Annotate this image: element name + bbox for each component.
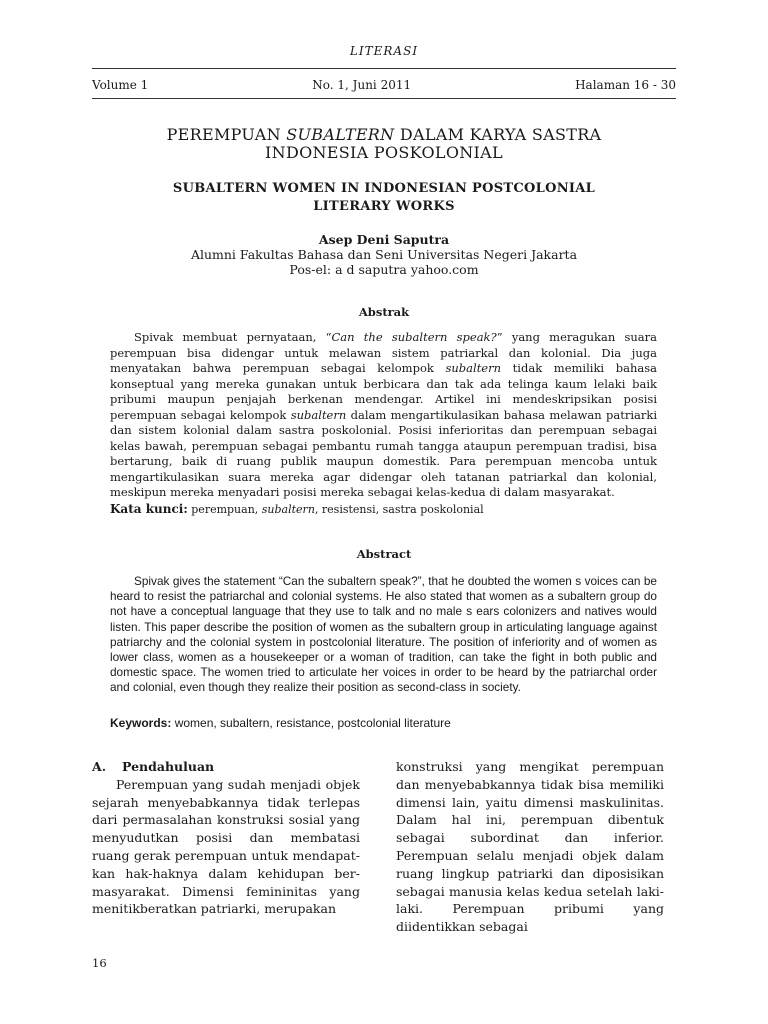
section-heading xyxy=(92,758,360,776)
body-column-right xyxy=(396,758,664,936)
title-text-italic: SUBALTERN xyxy=(286,125,395,144)
abstrak-term-1: subaltern xyxy=(445,361,502,375)
article-title xyxy=(110,126,658,162)
kata-kunci-text-2: , resistensi, sastra poskolonial xyxy=(314,503,484,516)
author-email: Pos-el: a d saputra yahoo.com xyxy=(289,262,479,277)
keywords-label: Keywords: xyxy=(110,716,172,730)
author-block xyxy=(110,232,658,277)
kata-kunci-label: Kata kunci: xyxy=(110,502,188,516)
section-title: Pendahuluan xyxy=(122,759,215,774)
kata-kunci xyxy=(110,502,657,516)
keywords-text: women, subaltern, resistance, postcolonial literature xyxy=(171,716,451,730)
header-rule-top xyxy=(92,68,676,69)
volume-label: Volume 1 xyxy=(92,78,149,92)
page-number: 16 xyxy=(92,956,107,970)
body-paragraph-right: konstruksi yang mengikat perempuan dan menyebabkannya tidak bisa memiliki dimensi lain, yaitu dimensi maskulinitas. Dalam hal ini, perempuan dibentuk sebagai subordinat dan inferior. Perempuan selalu menjadi objek dalam ruang lingkup patriarki dan diposisikan sebagai manusia kelas kedua setelah laki-laki. Perempuan pribumi yang diidentikkan sebagai xyxy=(396,759,664,935)
abstrak-body xyxy=(110,330,657,501)
abstract-heading: Abstract xyxy=(356,547,412,561)
kata-kunci-term: subaltern xyxy=(261,503,315,516)
abstrak-heading: Abstrak xyxy=(358,305,410,319)
abstrak-quote: Can the subaltern speak? xyxy=(331,330,497,344)
kata-kunci-text-1: perempuan, xyxy=(187,503,262,516)
abstrak-text-1: Spivak membuat pernyataan, “ xyxy=(134,330,332,344)
title-text-pre: PEREMPUAN xyxy=(166,125,287,144)
section-number: A. xyxy=(92,759,107,774)
abstrak-text-3: tidak memiliki bahasa konseptual yang mereka gunakan untuk berbicara dan tak ada telinga kaum lelaki baik pribumi maupun penjajah berkenan mendengar. Artikel ini mendeskripsikan posisi perempuan sebagai kelompok xyxy=(110,361,657,422)
author-name: Asep Deni Saputra xyxy=(318,232,450,247)
abstrak-text-2: ” yang meragukan suara perempuan bisa didengar untuk melawan sistem patriarkal dan kolonial. Dia juga menyatakan bahwa perempuan sebagai kelompok xyxy=(110,330,657,375)
article-subtitle xyxy=(110,180,658,216)
subtitle-line1: SUBALTERN WOMEN IN INDONESIAN POSTCOLONIAL xyxy=(172,181,596,196)
title-text-post: DALAM KARYA SASTRA xyxy=(394,125,602,144)
journal-name: LITERASI xyxy=(349,44,419,58)
subtitle-line2: LITERARY WORKS xyxy=(313,199,455,214)
abstract-body: Spivak gives the statement “Can the subaltern speak?”, that he doubted the women s voices can be heard to resist the patriarchal and colonial systems. He also stated that women as a subaltern group do not have a conceptual language that they use to talk and no male s ears colonizers and natives would listen. This paper describe the position of women as the subaltern group in articulating language against patriarchy and the colonial system in postcolonial literature. The position of inferiority and of women as lower class, women as a housekeeper or a woman of tradition, can take the fight in both public and domestic space. The women tried to articulate her voices in order to be heard by the patriarchal order and colonial, even though they realize their position as second-class in society. xyxy=(110,574,657,695)
header-rule-bottom xyxy=(92,98,676,99)
abstrak-term-2: subaltern xyxy=(290,407,347,422)
page-range-label: Halaman 16 - 30 xyxy=(575,78,676,92)
keywords xyxy=(110,716,657,730)
issue-meta-row xyxy=(92,78,676,92)
title-text-line2: INDONESIA POSKOLONIAL xyxy=(265,143,503,162)
author-affiliation: Alumni Fakultas Bahasa dan Seni Universitas Negeri Jakarta xyxy=(190,247,578,262)
abstrak-text-4: dalam mengartikulasikan bahasa melawan patriarki dan sistem kolonial dalam sastra poskolonial. Posisi inferioritas dan perempuan sebagai kelas bawah, perempuan sebagai pembantu rumah tangga ataupun perempuan tradisi, bisa bertarung, baik di ruang publik maupun domestik. Para perempuan mencoba untuk mengartikulasikan suara mereka agar didengar oleh tatanan patriarkal dan kolonial, meskipun mereka menyadari posisi mereka sebagai kelas-kedua di dalam masyarakat. xyxy=(110,407,658,499)
body-paragraph-left: Perempuan yang sudah menjadi objek sejarah menyebabkannya tidak terlepas dari permasalahan konstruksi sosial yang menyudutkan posisi dan membatasi ruang gerak perempuan untuk mendapat-kan hak-haknya dalam kehidupan ber-masyarakat. Dimensi femininitas yang menitikberatkan patriarki, merupakan xyxy=(92,776,360,917)
issue-label: No. 1, Juni 2011 xyxy=(312,78,412,92)
body-column-left xyxy=(92,758,360,918)
